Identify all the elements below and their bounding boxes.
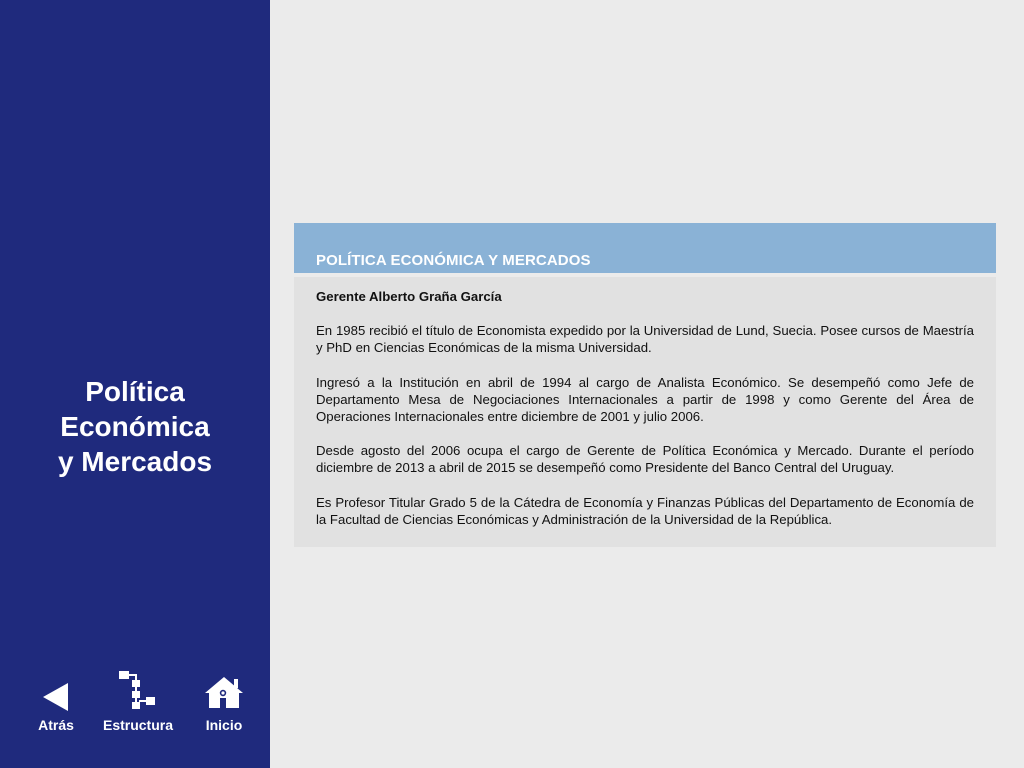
sidebar-title-line-3: y Mercados bbox=[57, 446, 213, 477]
sidebar-title bbox=[0, 374, 270, 479]
manager-name: Gerente Alberto Graña García bbox=[316, 289, 502, 304]
bio-paragraph-3: Desde agosto del 2006 ocupa el cargo de Gerente de Política Económica y Mercado. Durante el período diciembre de 2013 a abril de 2015 se desempeñó como Presidente del Banco Central del Uruguay. bbox=[316, 443, 974, 476]
sidebar-title-line-2: Económica bbox=[60, 411, 210, 442]
structure-button-label: Estructura bbox=[102, 717, 174, 733]
back-button-label: Atrás bbox=[38, 717, 74, 733]
home-icon bbox=[204, 676, 244, 713]
panel-body bbox=[294, 277, 996, 547]
panel-header bbox=[294, 223, 996, 273]
bio-paragraph-2: Ingresó a la Institución en abril de 1994 al cargo de Analista Económico. Se desempeñó como Jefe de Departamento Mesa de Negociaciones Internacionales a partir de 1998 y como Gerente del Área de Operaciones Internacionales entre diciembre de 2001 y julio 2006. bbox=[316, 374, 974, 425]
structure-button[interactable] bbox=[98, 668, 178, 738]
back-arrow-icon bbox=[42, 682, 70, 715]
home-button[interactable] bbox=[194, 676, 254, 740]
sidebar-title-line-1: Política bbox=[85, 376, 185, 407]
bio-paragraph-1: En 1985 recibió el título de Economista expedido por la Universidad de Lund, Suecia. Posee cursos de Maestría y PhD en Ciencias Económicas de la misma Universidad. bbox=[316, 323, 974, 356]
panel-header-title: POLÍTICA ECONÓMICA Y MERCADOS bbox=[316, 252, 591, 269]
sidebar bbox=[0, 0, 270, 768]
bio-paragraph-4: Es Profesor Titular Grado 5 de la Cátedra de Economía y Finanzas Públicas del Departamento de Economía de la Facultad de Ciencias Económicas y Administración de la Universidad de la República. bbox=[316, 494, 974, 527]
back-button[interactable] bbox=[30, 680, 82, 740]
org-structure-icon bbox=[118, 670, 158, 715]
home-button-label: Inicio bbox=[205, 717, 243, 733]
content-panel bbox=[294, 223, 996, 547]
